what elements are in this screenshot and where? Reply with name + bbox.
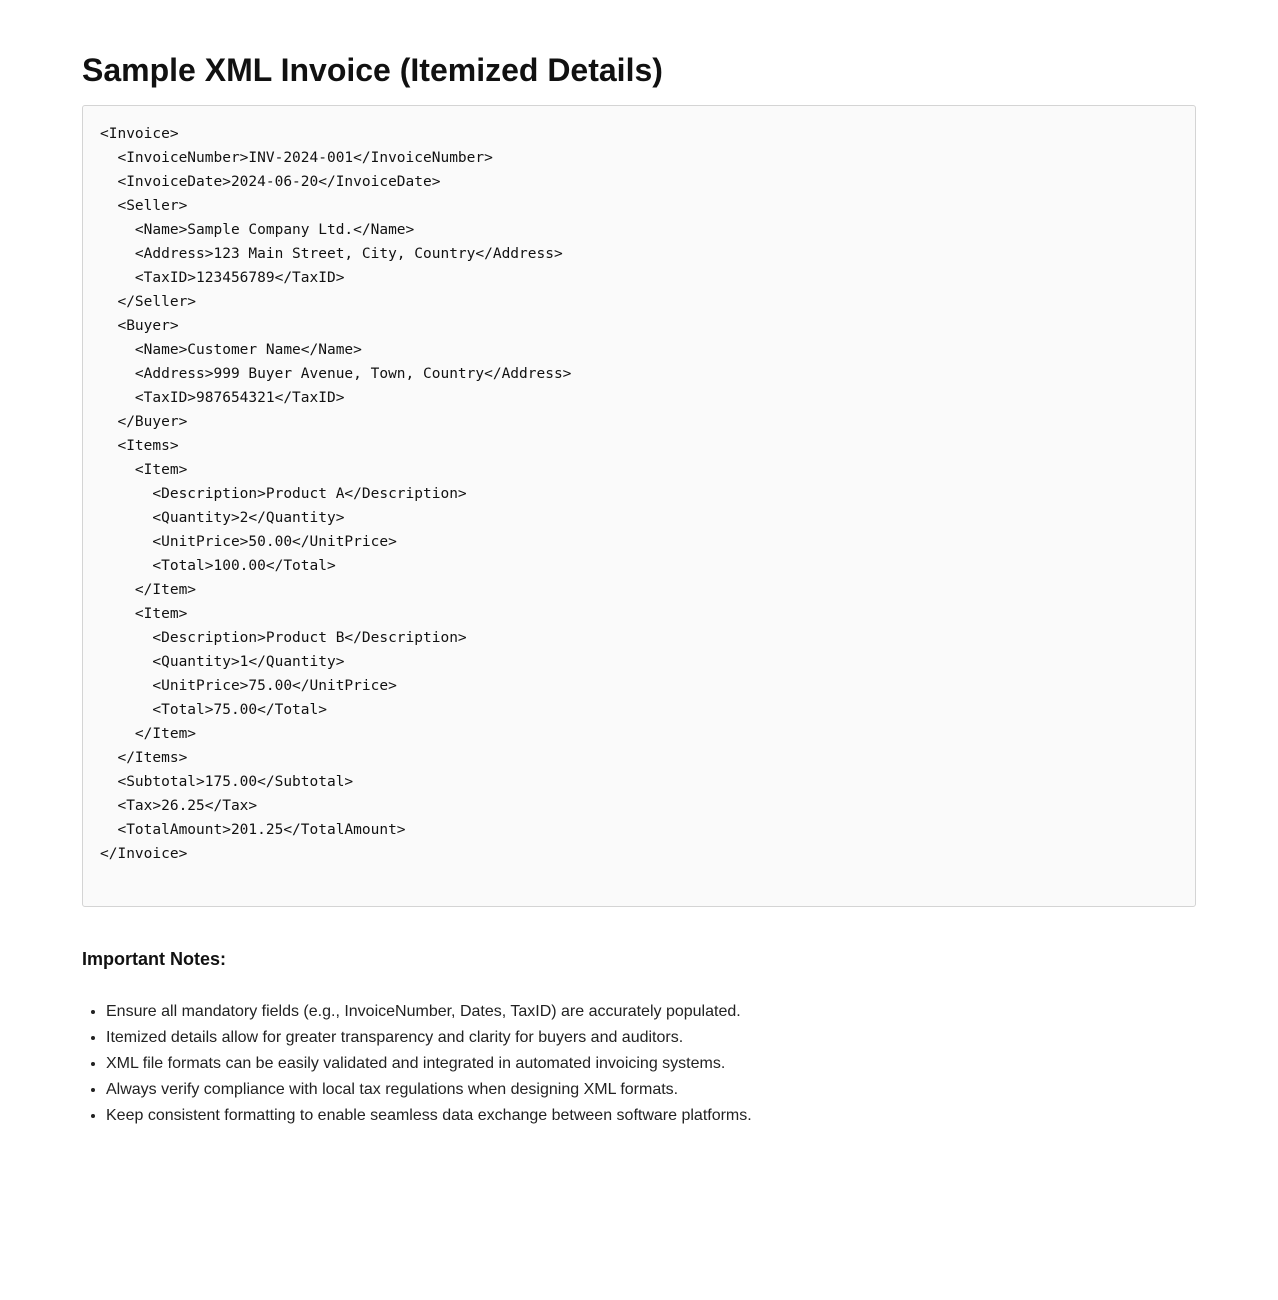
code-line: </Item> (100, 582, 197, 598)
code-line: <Subtotal>175.00</Subtotal> (100, 774, 354, 790)
notes-list (82, 999, 1196, 1129)
notes-heading: Important Notes: (82, 949, 226, 969)
code-line: </Items> (100, 750, 188, 766)
code-line: <Quantity>1</Quantity> (100, 654, 345, 670)
note-item: • Ensure all mandatory fields (e.g., InvoiceNumber, Dates, TaxID) are accurately populated. (106, 999, 1196, 1025)
code-line: <InvoiceDate>2024-06-20</InvoiceDate> (100, 174, 441, 190)
page-title: Sample XML Invoice (Itemized Details) (82, 52, 663, 88)
code-line: <Buyer> (100, 318, 179, 334)
code-line: <Tax>26.25</Tax> (100, 798, 258, 814)
xml-code-block (82, 105, 1196, 907)
code-line: <Items> (100, 438, 179, 454)
code-line: </Buyer> (100, 414, 188, 430)
code-line: <Quantity>2</Quantity> (100, 510, 345, 526)
code-line: <Total>100.00</Total> (100, 558, 336, 574)
code-line: <Name>Customer Name</Name> (100, 342, 362, 358)
code-line: <TaxID>123456789</TaxID> (100, 270, 345, 286)
code-line: </Invoice> (100, 846, 188, 862)
note-item: • Keep consistent formatting to enable seamless data exchange between software platforms. (106, 1103, 1196, 1129)
code-line: </Seller> (100, 294, 197, 310)
code-line: <Name>Sample Company Ltd.</Name> (100, 222, 415, 238)
code-line: <Total>75.00</Total> (100, 702, 327, 718)
code-line: <Description>Product B</Description> (100, 630, 467, 646)
code-line: <UnitPrice>75.00</UnitPrice> (100, 678, 397, 694)
code-line: <Item> (100, 462, 188, 478)
code-line: <Description>Product A</Description> (100, 486, 467, 502)
code-line: </Item> (100, 726, 197, 742)
xml-code-text (100, 122, 1178, 866)
code-line: <Address>999 Buyer Avenue, Town, Country</Address> (100, 366, 572, 382)
code-line: <InvoiceNumber>INV-2024-001</InvoiceNumber> (100, 150, 493, 166)
code-line: <TaxID>987654321</TaxID> (100, 390, 345, 406)
code-line: <UnitPrice>50.00</UnitPrice> (100, 534, 397, 550)
code-line: <Address>123 Main Street, City, Country</Address> (100, 246, 563, 262)
note-item: • Itemized details allow for greater transparency and clarity for buyers and auditors. (106, 1025, 1196, 1051)
code-line: <TotalAmount>201.25</TotalAmount> (100, 822, 406, 838)
code-line: <Seller> (100, 198, 188, 214)
note-item: • Always verify compliance with local tax regulations when designing XML formats. (106, 1077, 1196, 1103)
code-line: <Item> (100, 606, 188, 622)
code-line: <Invoice> (100, 126, 179, 142)
note-item: • XML file formats can be easily validated and integrated in automated invoicing systems. (106, 1051, 1196, 1077)
